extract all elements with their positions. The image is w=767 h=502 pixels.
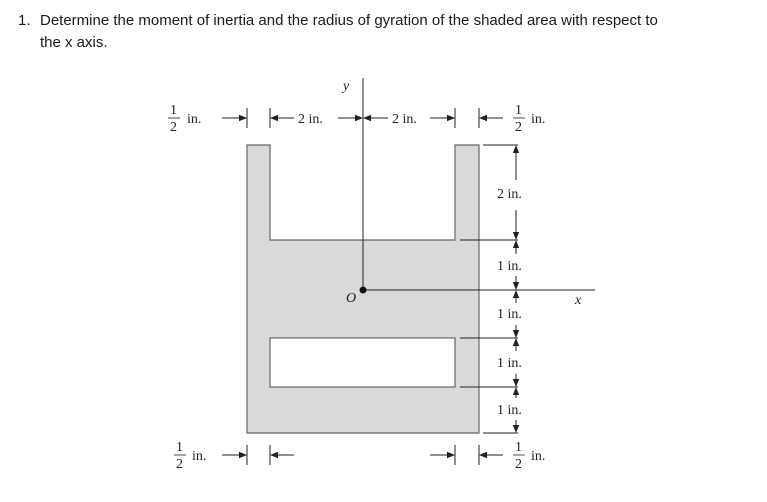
svg-text:1: 1 <box>176 440 183 455</box>
dim-right-1in-a: 1 in. <box>497 259 522 274</box>
origin-label: O <box>346 291 357 306</box>
problem-text-line2: the x axis. <box>40 34 108 51</box>
svg-text:in.: in. <box>192 449 207 464</box>
svg-text:in.: in. <box>187 112 202 127</box>
dim-right-1in-d: 1 in. <box>497 403 522 418</box>
svg-text:in.: in. <box>531 112 546 127</box>
svg-text:1: 1 <box>515 440 522 455</box>
dim-bottom-left-half <box>174 440 206 472</box>
svg-text:2: 2 <box>515 457 522 472</box>
dim-top-2in-right: 2 in. <box>392 112 417 127</box>
problem-text-line1: Determine the moment of inertia and the radius of gyration of the shaded area with respect to <box>40 12 658 29</box>
dim-top-2in-left: 2 in. <box>298 112 323 127</box>
svg-text:2: 2 <box>176 457 183 472</box>
x-axis-label: x <box>575 293 582 308</box>
svg-text:1: 1 <box>170 103 177 118</box>
dim-top-right-half <box>513 103 545 135</box>
problem-number: 1. <box>18 12 31 29</box>
dim-right-1in-b: 1 in. <box>497 307 522 322</box>
svg-text:2: 2 <box>170 120 177 135</box>
dim-top-left-half <box>168 103 201 135</box>
dim-right-2in: 2 in. <box>497 187 522 202</box>
rectangular-hole <box>270 338 455 387</box>
origin-point <box>360 287 367 294</box>
dim-bottom-right-half <box>513 440 545 472</box>
svg-text:1: 1 <box>515 103 522 118</box>
y-axis-label: y <box>343 79 350 94</box>
svg-text:in.: in. <box>531 449 546 464</box>
svg-text:2: 2 <box>515 120 522 135</box>
dim-right-1in-c: 1 in. <box>497 356 522 371</box>
